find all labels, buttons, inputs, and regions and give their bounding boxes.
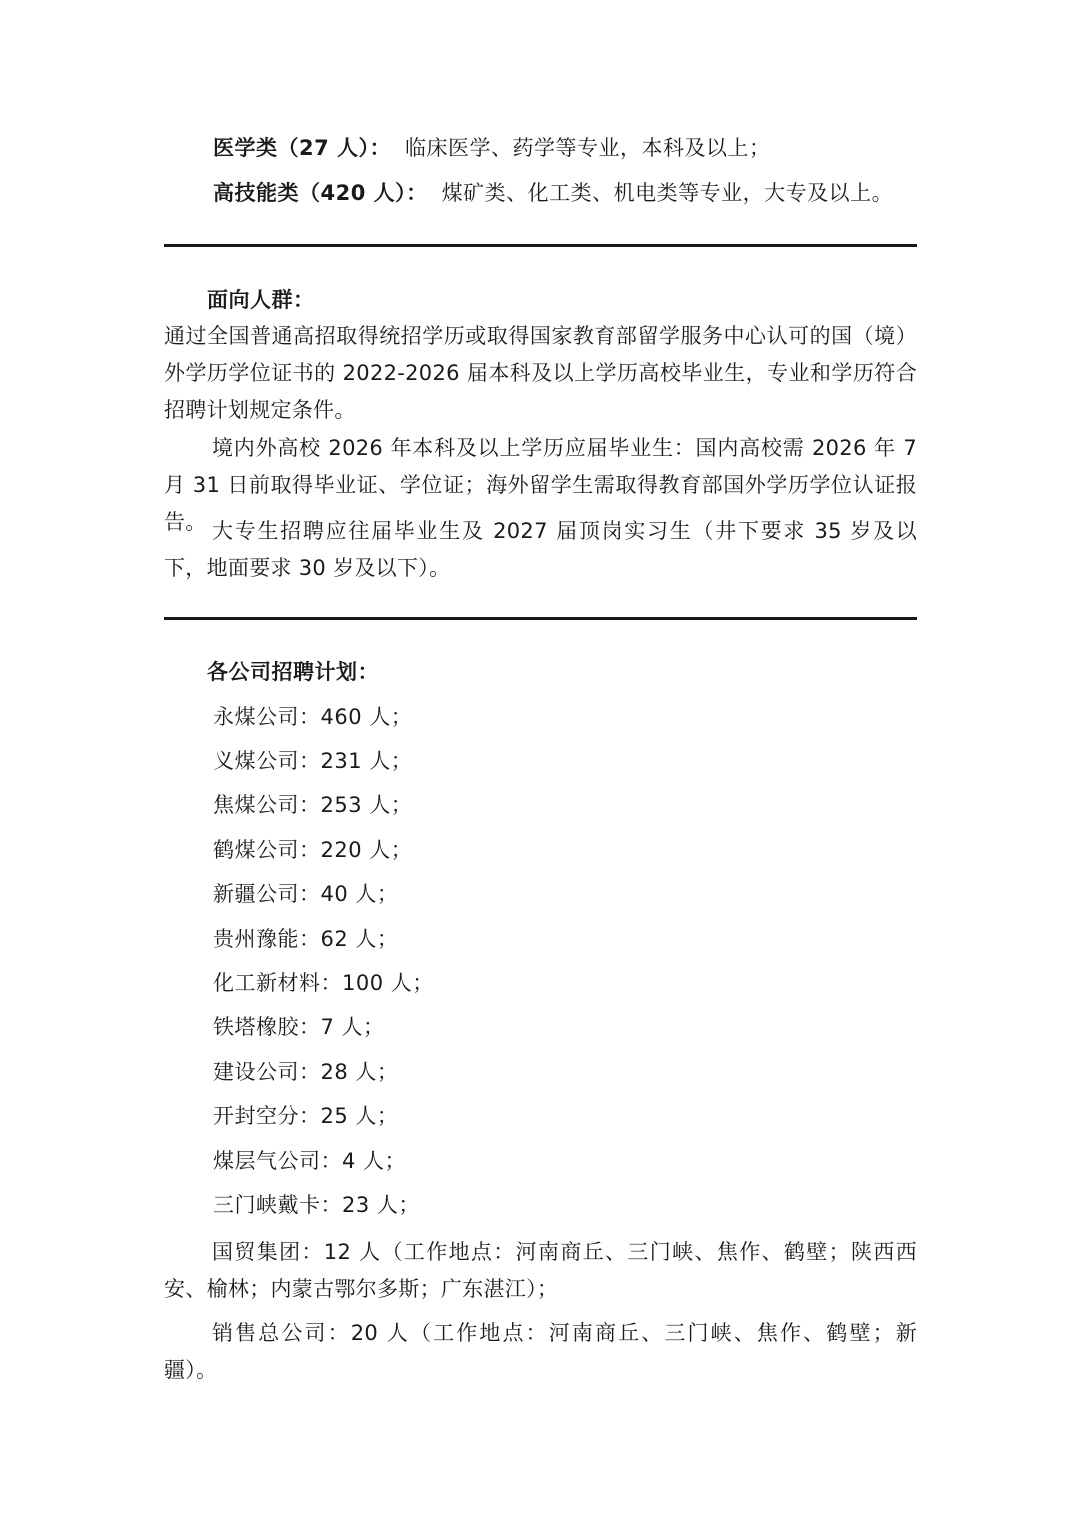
plan-item: 义煤公司：231 人；: [213, 749, 413, 773]
plan-item-guomao: 国贸集团：12 人（工作地点：河南商丘、三门峡、焦作、鹤壁；陕西西安、榆林；内蒙古鄂尔多斯；广东湛江）；: [164, 1240, 917, 1301]
audience-paragraph-3: 大专生招聘应往届毕业生及 2027 届顶岗实习生（井下要求 35 岁及以下，地面要求 30 岁及以下）。: [164, 519, 917, 580]
major-medical: [213, 133, 771, 163]
divider-2: [164, 617, 917, 620]
major-medical-text: 临床医学、药学等专业，本科及以上；: [405, 136, 771, 160]
plan-item: 鹤煤公司：220 人；: [213, 838, 413, 862]
audience-paragraph-2: 境内外高校 2026 年本科及以上学历应届毕业生：国内高校需 2026 年 7 月 31 日前取得毕业证、学位证；海外留学生需取得教育部国外学历学位认证报告。: [164, 436, 917, 534]
plan-item: 煤层气公司：4 人；: [213, 1149, 407, 1173]
plan-item: 化工新材料：100 人；: [213, 971, 434, 995]
plan-heading: 各公司招聘计划：: [207, 660, 379, 684]
plan-item-sales: 销售总公司：20 人（工作地点：河南商丘、三门峡、焦作、鹤壁；新疆）。: [164, 1321, 917, 1382]
plan-item: 铁塔橡胶：7 人；: [213, 1015, 385, 1039]
major-skilled-text: 煤矿类、化工类、机电类等专业，大专及以上。: [441, 181, 894, 205]
audience-heading: 面向人群：: [207, 288, 315, 312]
major-skilled-label: 高技能类（420 人）：: [213, 181, 428, 205]
divider-1: [164, 244, 917, 247]
plan-item: 永煤公司：460 人；: [213, 705, 413, 729]
plan-item: 新疆公司：40 人；: [213, 882, 399, 906]
plan-item: 开封空分：25 人；: [213, 1104, 399, 1128]
major-skilled: [213, 178, 893, 208]
plan-item: 焦煤公司：253 人；: [213, 793, 413, 817]
plan-item: 建设公司：28 人；: [213, 1060, 399, 1084]
audience-paragraph-1: 通过全国普通高招取得统招学历或取得国家教育部留学服务中心认可的国（境）外学历学位证书的 2022-2026 届本科及以上学历高校毕业生，专业和学历符合招聘计划规定条件。: [164, 324, 917, 422]
major-medical-label: 医学类（27 人）：: [213, 136, 392, 160]
plan-item: 三门峡戴卡：23 人；: [213, 1193, 420, 1217]
plan-item: 贵州豫能：62 人；: [213, 927, 399, 951]
